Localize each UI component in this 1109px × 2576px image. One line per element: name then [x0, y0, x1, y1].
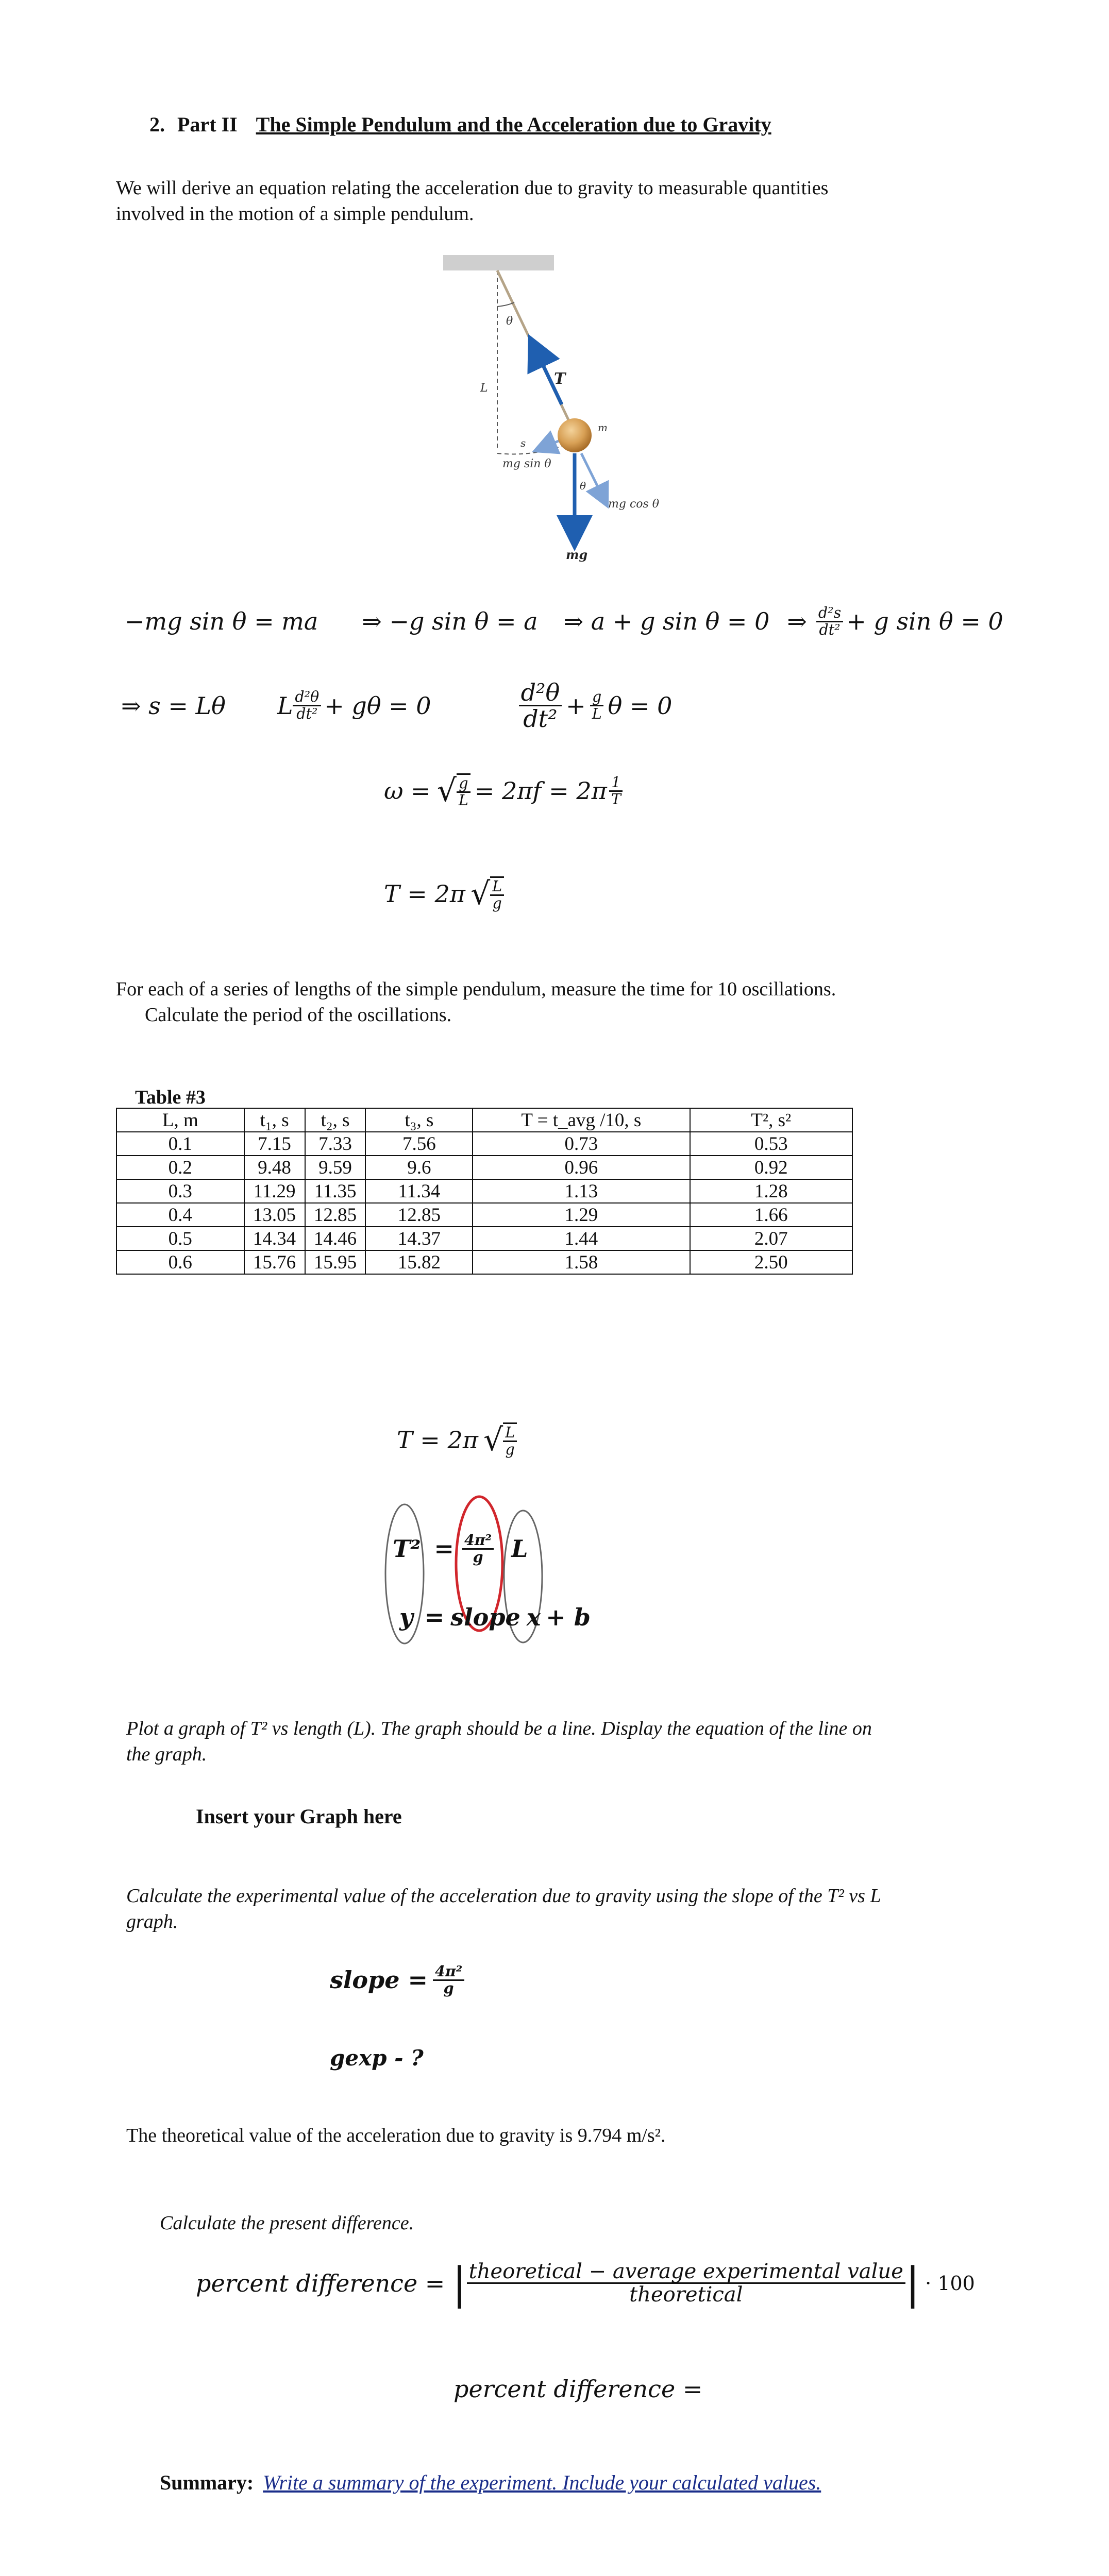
theoretical-value: The theoretical value of the acceleration due to gravity is 9.794 m/s².	[126, 2125, 666, 2146]
abs-bar-left: |	[452, 2258, 467, 2309]
eq-gtheta: + gθ = 0	[324, 691, 431, 720]
omega-sqrt-fraction	[457, 773, 471, 808]
cell-t3: 12.85	[365, 1203, 473, 1227]
theta-label: θ	[506, 315, 513, 328]
fraction-denominator: dt²	[523, 705, 558, 733]
period-lhs: T = 2π	[384, 880, 465, 908]
table-row	[116, 1227, 852, 1250]
table-row	[116, 1156, 852, 1179]
table-row	[116, 1203, 852, 1227]
section-heading	[149, 112, 771, 137]
slope-lhs: slope =	[330, 1966, 428, 1994]
slope-word: slope	[450, 1603, 520, 1631]
section-number: 2.	[149, 113, 165, 136]
slope-intercept-form	[399, 1603, 591, 1631]
header-period: T = t_avg /10, s	[473, 1108, 690, 1132]
cell-t1: 11.29	[244, 1179, 305, 1203]
intro-line-1: We will derive an equation relating the acceleration due to gravity to measurable quantities	[116, 177, 829, 199]
cell-period: 1.58	[473, 1250, 690, 1274]
cell-length: 0.4	[116, 1203, 244, 1227]
fraction-denominator: L	[458, 792, 468, 809]
fraction-denominator: theoretical	[629, 2283, 743, 2307]
eq-arc-length: ⇒ s = Lθ	[121, 691, 226, 720]
intro-paragraph	[116, 175, 1044, 227]
slope-eq-fraction	[433, 1964, 464, 1996]
fraction-numerator: 1	[609, 775, 623, 792]
mass-label: m	[598, 421, 608, 434]
eq-accel: ⇒ −g sin θ = a	[362, 607, 538, 636]
cell-t3: 11.34	[365, 1179, 473, 1203]
cell-length: 0.2	[116, 1156, 244, 1179]
cell-period: 0.96	[473, 1156, 690, 1179]
fraction-numerator: L	[490, 879, 504, 896]
calc-instruction	[126, 1883, 1080, 1935]
table-row	[116, 1179, 852, 1203]
cell-length: 0.1	[116, 1132, 244, 1156]
abs-bar-right: |	[905, 2258, 920, 2309]
instructions-line-1: For each of a series of lengths of the simple pendulum, measure the time for 10 oscillations.	[116, 978, 836, 1000]
arc-path	[497, 443, 569, 454]
pivot-support	[443, 255, 554, 270]
fraction-denominator: dt²	[819, 621, 841, 638]
cell-period: 1.44	[473, 1227, 690, 1250]
period-sqrt-fraction-2	[503, 1422, 517, 1458]
fraction-numerator: g	[457, 776, 470, 793]
cell-period: 1.29	[473, 1203, 690, 1227]
period-equation	[384, 876, 504, 912]
fraction-denominator: dt²	[296, 705, 318, 723]
pendulum-bob	[558, 418, 592, 452]
equals-sign-2: =	[424, 1603, 445, 1631]
header-period-squared: T², s²	[690, 1108, 853, 1132]
table-header-row	[116, 1108, 852, 1132]
cell-t1: 7.15	[244, 1132, 305, 1156]
mg-label: mg	[566, 547, 588, 562]
length-variable: L	[511, 1535, 528, 1563]
cell-t3: 9.6	[365, 1156, 473, 1179]
eq-theta-zero: θ = 0	[608, 691, 673, 720]
measurement-instructions	[116, 976, 1069, 1028]
cell-period-squared: 0.53	[690, 1132, 853, 1156]
table-row	[116, 1250, 852, 1274]
plot-instruction-line-2: the graph.	[126, 1743, 207, 1765]
mg-cos-label: mg cos θ	[608, 498, 660, 511]
data-table	[116, 1108, 853, 1275]
cell-t2: 15.95	[305, 1250, 366, 1274]
cell-period-squared: 2.50	[690, 1250, 853, 1274]
fraction-numerator: theoretical − average experimental value	[467, 2261, 905, 2284]
t-squared: T²	[393, 1535, 421, 1563]
linear-form	[393, 1533, 528, 1565]
cell-period-squared: 2.07	[690, 1227, 853, 1250]
cell-length: 0.6	[116, 1250, 244, 1274]
cell-t1: 15.76	[244, 1250, 305, 1274]
cell-length: 0.5	[116, 1227, 244, 1250]
pendulum-diagram	[443, 255, 691, 574]
table-row	[116, 1132, 852, 1156]
omega-mid: = 2πf = 2π	[474, 777, 607, 805]
period-sqrt-fraction	[490, 876, 504, 911]
cell-t3: 7.56	[365, 1132, 473, 1156]
header-t1: t₁, s	[244, 1108, 305, 1132]
percent-instruction: Calculate the present difference.	[160, 2212, 414, 2234]
equals-sign: =	[434, 1535, 454, 1563]
cell-period: 1.13	[473, 1179, 690, 1203]
header-length: L, m	[116, 1108, 244, 1132]
eq-theta-derivative-2	[519, 680, 562, 732]
fraction-numerator: 4π²	[433, 1964, 464, 1981]
cell-t1: 13.05	[244, 1203, 305, 1227]
percent-lhs: percent difference =	[196, 2269, 445, 2297]
fraction-denominator: L	[592, 705, 602, 723]
fraction-numerator: g	[590, 689, 603, 706]
cell-t1: 9.48	[244, 1156, 305, 1179]
percent-difference-equation	[196, 2258, 975, 2309]
fraction-numerator: 4π²	[462, 1533, 494, 1550]
fraction-numerator: L	[503, 1425, 517, 1442]
eq-L-factor: L	[277, 691, 293, 720]
plot-instruction-line-1: Plot a graph of T² vs length (L). The graph should be a line. Display the equation of the line on	[126, 1718, 872, 1739]
period-equation-2	[397, 1422, 517, 1458]
section-title: The Simple Pendulum and the Acceleration due to Gravity	[256, 113, 771, 136]
equation-row-1	[125, 605, 1104, 638]
cell-period: 0.73	[473, 1132, 690, 1156]
cell-t1: 14.34	[244, 1227, 305, 1250]
x-variable: x	[526, 1603, 541, 1631]
sqrt-sign: √	[436, 773, 457, 809]
summary-line	[160, 2470, 821, 2495]
period-lhs-2: T = 2π	[397, 1426, 478, 1454]
mg-sin-label: mg sin θ	[502, 457, 551, 470]
angle-arc	[497, 302, 514, 307]
percent-times-100: · 100	[925, 2272, 975, 2295]
intercept-term: + b	[546, 1603, 591, 1631]
fraction-denominator: g	[505, 1441, 515, 1458]
table-caption: Table #3	[135, 1087, 206, 1108]
omega-equation	[384, 773, 623, 809]
length-label: L	[480, 382, 488, 395]
header-t2: t₂, s	[305, 1108, 366, 1132]
eq-second-derivative-s	[816, 605, 843, 638]
cell-t3: 14.37	[365, 1227, 473, 1250]
eq-arrow: ⇒	[787, 607, 807, 636]
cell-t2: 12.85	[305, 1203, 366, 1227]
eq-sin-term: + g sin θ = 0	[846, 607, 1003, 636]
cell-t2: 14.46	[305, 1227, 366, 1250]
fraction-numerator: d²s	[816, 605, 843, 622]
linearization-annotation	[381, 1492, 577, 1667]
percent-fraction	[467, 2261, 905, 2306]
fraction-denominator: T	[611, 790, 621, 808]
calc-instruction-line-2: graph.	[126, 1911, 178, 1933]
percent-result-label: percent difference =	[453, 2375, 703, 2403]
fraction-denominator: g	[473, 1548, 483, 1566]
eq-g-over-L	[590, 689, 604, 722]
y-variable: y	[399, 1603, 413, 1631]
fraction-denominator: g	[492, 895, 502, 912]
fraction-numerator: d²θ	[519, 680, 562, 706]
slope-equation	[330, 1964, 464, 1996]
cell-t2: 9.59	[305, 1156, 366, 1179]
cell-period-squared: 1.66	[690, 1203, 853, 1227]
header-t3: t₃, s	[365, 1108, 473, 1132]
cell-period-squared: 1.28	[690, 1179, 853, 1203]
eq-theta-derivative	[293, 689, 321, 722]
sqrt-sign: √	[470, 876, 491, 912]
eq-plus: +	[566, 691, 586, 720]
eq-sum: ⇒ a + g sin θ = 0	[563, 607, 770, 636]
calc-instruction-line-1: Calculate the experimental value of the acceleration due to gravity using the slope of the T² vs L	[126, 1885, 881, 1907]
summary-label: Summary:	[160, 2471, 254, 2494]
equation-row-2	[121, 680, 672, 732]
cell-length: 0.3	[116, 1179, 244, 1203]
cell-t2: 7.33	[305, 1132, 366, 1156]
instructions-line-2: Calculate the period of the oscillations.	[145, 1004, 452, 1026]
section-part: Part II	[177, 113, 238, 136]
summary-text: Write a summary of the experiment. Include your calculated values.	[263, 2471, 821, 2494]
cell-t3: 15.82	[365, 1250, 473, 1274]
theta-label-2: θ	[580, 480, 586, 492]
cell-t2: 11.35	[305, 1179, 366, 1203]
arc-label: s	[520, 437, 526, 449]
intro-line-2: involved in the motion of a simple pendulum.	[116, 203, 474, 225]
g-experimental-label: gexp - ?	[330, 2045, 424, 2071]
fraction-numerator: d²θ	[293, 689, 321, 706]
omega-one-over-T	[609, 775, 623, 807]
slope-fraction	[462, 1533, 494, 1565]
insert-graph-placeholder: Insert your Graph here	[196, 1805, 402, 1828]
fraction-denominator: g	[443, 1979, 454, 1997]
eq-newton: −mg sin θ = ma	[125, 607, 318, 636]
omega-lhs: ω =	[384, 777, 431, 805]
sqrt-sign: √	[483, 1422, 503, 1458]
tension-label: T	[554, 370, 566, 388]
plot-instruction	[126, 1716, 1054, 1767]
cell-period-squared: 0.92	[690, 1156, 853, 1179]
